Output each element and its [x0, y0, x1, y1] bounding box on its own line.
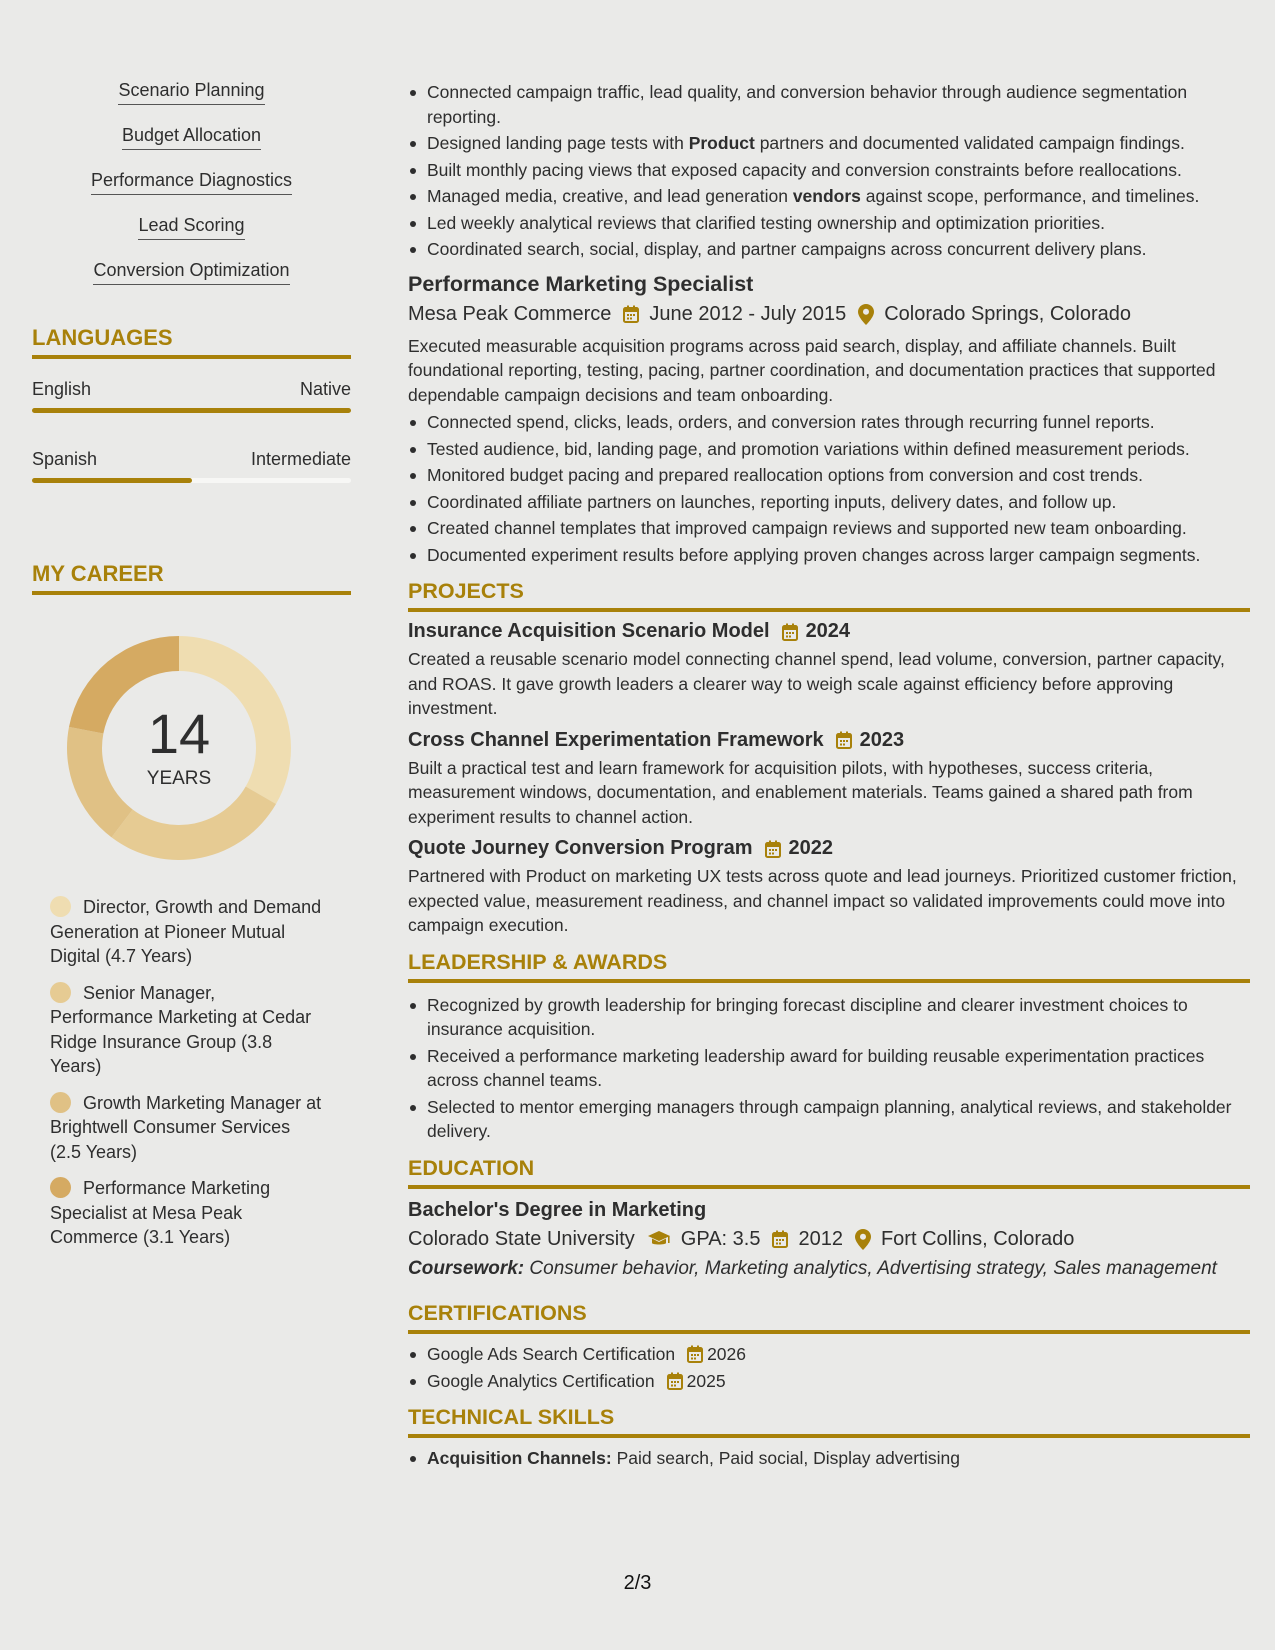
list-item: Connected campaign traffic, lead quality, and conversion behavior through audience segmentation reporting.: [408, 80, 1250, 129]
school-location: Fort Collins, Colorado: [880, 1227, 1075, 1250]
sidebar: [32, 80, 351, 1262]
career-legend: [32, 895, 351, 1250]
list-item: Designed landing page tests with Product partners and documented validated campaign findings.: [408, 131, 1250, 156]
calendar-icon: [772, 1230, 788, 1248]
list-item: Documented experiment results before applying proven changes across larger campaign segments.: [408, 543, 1250, 568]
language-bar-fill: [32, 478, 192, 483]
career-heading: MY CAREER: [32, 561, 351, 595]
language-spanish: [32, 449, 351, 483]
list-item: [408, 1342, 1250, 1367]
skill-category: Acquisition Channels:: [427, 1448, 612, 1468]
list-item: Built monthly pacing views that exposed capacity and conversion constraints before reallocations.: [408, 158, 1250, 183]
skill-tag: Performance Diagnostics: [91, 170, 292, 195]
language-name: English: [32, 379, 92, 399]
calendar-icon: [782, 623, 798, 641]
certifications-list: [408, 1342, 1250, 1393]
project-item: [408, 729, 1250, 830]
main-content: [408, 80, 1250, 1473]
legend-dot-icon: [50, 982, 71, 1003]
coursework-label: Coursework:: [408, 1257, 525, 1279]
project-title: Quote Journey Conversion Program: [408, 837, 753, 859]
list-item: Connected spend, clicks, leads, orders, and conversion rates through recurring funnel reports.: [408, 410, 1250, 435]
language-name: Spanish: [32, 449, 98, 469]
skill-tag: Scenario Planning: [118, 80, 264, 105]
legend-dot-icon: [50, 896, 71, 917]
job-title: Performance Marketing Specialist: [408, 271, 754, 296]
career-donut-chart: [66, 635, 292, 861]
project-year: 2024: [805, 620, 851, 642]
calendar-icon: [765, 840, 781, 858]
project-title: Insurance Acquisition Scenario Model: [408, 620, 770, 642]
technical-skills-heading: TECHNICAL SKILLS: [408, 1405, 1250, 1438]
list-item: Received a performance marketing leadership award for building reusable experimentation practices across channel teams.: [408, 1044, 1250, 1093]
degree-title: Bachelor's Degree in Marketing: [408, 1198, 707, 1221]
language-level: Intermediate: [250, 449, 351, 469]
donut-center: [66, 635, 292, 861]
job-dates: June 2012 - July 2015: [649, 302, 847, 325]
project-year: 2022: [788, 837, 834, 859]
job-location: Colorado Springs, Colorado: [884, 302, 1132, 325]
project-item: [408, 620, 1250, 721]
certification-name: Google Ads Search Certification: [427, 1344, 676, 1364]
career-legend-item: Growth Marketing Manager at Brightwell Consumer Services (2.5 Years): [50, 1092, 322, 1162]
gpa: GPA: 3.5: [680, 1227, 761, 1250]
skill-tags: [32, 80, 351, 305]
career-legend-item: Performance Marketing Specialist at Mesa Peak Commerce (3.1 Years): [50, 1178, 271, 1247]
project-description: Created a reusable scenario model connecting channel spend, lead volume, conversion, partner capacity, and ROAS. It gave growth leaders a clearer way to weigh scale against efficiency before approving investment.: [408, 649, 1225, 718]
career-legend-item: Director, Growth and Demand Generation at Pioneer Mutual Digital (4.7 Years): [50, 897, 322, 966]
location-pin-icon: [855, 1229, 871, 1250]
legend-dot-icon: [50, 1177, 71, 1198]
coursework-list: Consumer behavior, Marketing analytics, Advertising strategy, Sales management: [524, 1257, 1217, 1279]
certification-year: 2025: [686, 1370, 726, 1391]
language-bar: [32, 408, 351, 413]
calendar-icon: [623, 305, 639, 323]
list-item: Coordinated search, social, display, and partner campaigns across concurrent delivery plans.: [408, 237, 1250, 262]
list-item: Tested audience, bid, landing page, and promotion variations within defined measurement periods.: [408, 437, 1250, 462]
language-english: [32, 379, 351, 413]
job-summary: Executed measurable acquisition programs across paid search, display, and affiliate channels. Built foundational reporting, testing, pacing, partner coordination, and documentation practices that supported dependable campaign decisions and team onboarding.: [408, 335, 1216, 405]
graduation-year: 2012: [798, 1227, 843, 1250]
calendar-icon: [836, 731, 852, 749]
certification-name: Google Analytics Certification: [427, 1370, 655, 1391]
page-number: 2/3: [623, 1572, 652, 1594]
list-item: Coordinated affiliate partners on launches, reporting inputs, delivery dates, and follow up.: [408, 490, 1250, 515]
leadership-heading: LEADERSHIP & AWARDS: [408, 950, 1250, 983]
list-item: Recognized by growth leadership for bringing forecast discipline and clearer investment choices to insurance acquisition.: [408, 993, 1250, 1042]
list-item: Monitored budget pacing and prepared reallocation options from conversion and cost trends.: [408, 463, 1250, 488]
language-level: Native: [299, 379, 351, 399]
language-bar-fill: [32, 408, 351, 413]
skill-tag: Budget Allocation: [122, 125, 261, 150]
list-item: [408, 1446, 1250, 1471]
languages-heading: LANGUAGES: [32, 325, 351, 359]
technical-skills-list: [408, 1446, 1250, 1471]
calendar-icon: [687, 1345, 703, 1363]
job-bullets: [408, 410, 1250, 567]
location-pin-icon: [858, 304, 874, 325]
career-total-years: 14: [147, 702, 211, 765]
career-total-unit: YEARS: [146, 768, 212, 789]
projects-heading: PROJECTS: [408, 579, 1250, 612]
education-meta: [408, 1228, 1250, 1251]
career-legend-item: Senior Manager, Performance Marketing at Cedar Ridge Insurance Group (3.8 Years): [50, 982, 312, 1076]
list-item: Managed media, creative, and lead generation vendors against scope, performance, and timelines.: [408, 184, 1250, 209]
list-item: [408, 1369, 1250, 1394]
previous-job-bullets: [408, 80, 1250, 262]
job-meta: [408, 303, 1250, 326]
list-item: Created channel templates that improved campaign reviews and supported new team onboarding.: [408, 516, 1250, 541]
list-item: Led weekly analytical reviews that clarified testing ownership and optimization priorities.: [408, 211, 1250, 236]
project-year: 2023: [859, 728, 905, 751]
legend-dot-icon: [50, 1092, 71, 1113]
job-company: Mesa Peak Commerce: [408, 302, 612, 325]
project-item: [408, 837, 1250, 938]
project-title: Cross Channel Experimentation Framework: [408, 728, 824, 751]
school-name: Colorado State University: [408, 1227, 635, 1250]
project-description: Partnered with Product on marketing UX tests across quote and lead journeys. Prioritized customer friction, expected value, measurement readiness, and channel impact so validated improvements could move into campaign execution.: [408, 866, 1237, 935]
certification-year: 2026: [707, 1344, 746, 1364]
skill-values: Paid search, Paid social, Display advertising: [611, 1448, 960, 1468]
calendar-icon: [667, 1372, 683, 1390]
certifications-heading: CERTIFICATIONS: [408, 1301, 1250, 1334]
coursework: [408, 1257, 1250, 1282]
leadership-list: [408, 993, 1250, 1144]
education-heading: EDUCATION: [408, 1156, 1250, 1189]
skill-tag: Conversion Optimization: [93, 260, 289, 285]
language-bar: [32, 478, 351, 483]
skill-tag: Lead Scoring: [138, 215, 244, 240]
project-description: Built a practical test and learn framework for acquisition pilots, with hypotheses, success criteria, measurement windows, documentation, and enablement materials. Teams gained a shared path from experiment results to channel action.: [408, 757, 1193, 827]
graduation-cap-icon: [647, 1230, 671, 1248]
list-item: Selected to mentor emerging managers through campaign planning, analytical reviews, and stakeholder delivery.: [408, 1095, 1250, 1144]
